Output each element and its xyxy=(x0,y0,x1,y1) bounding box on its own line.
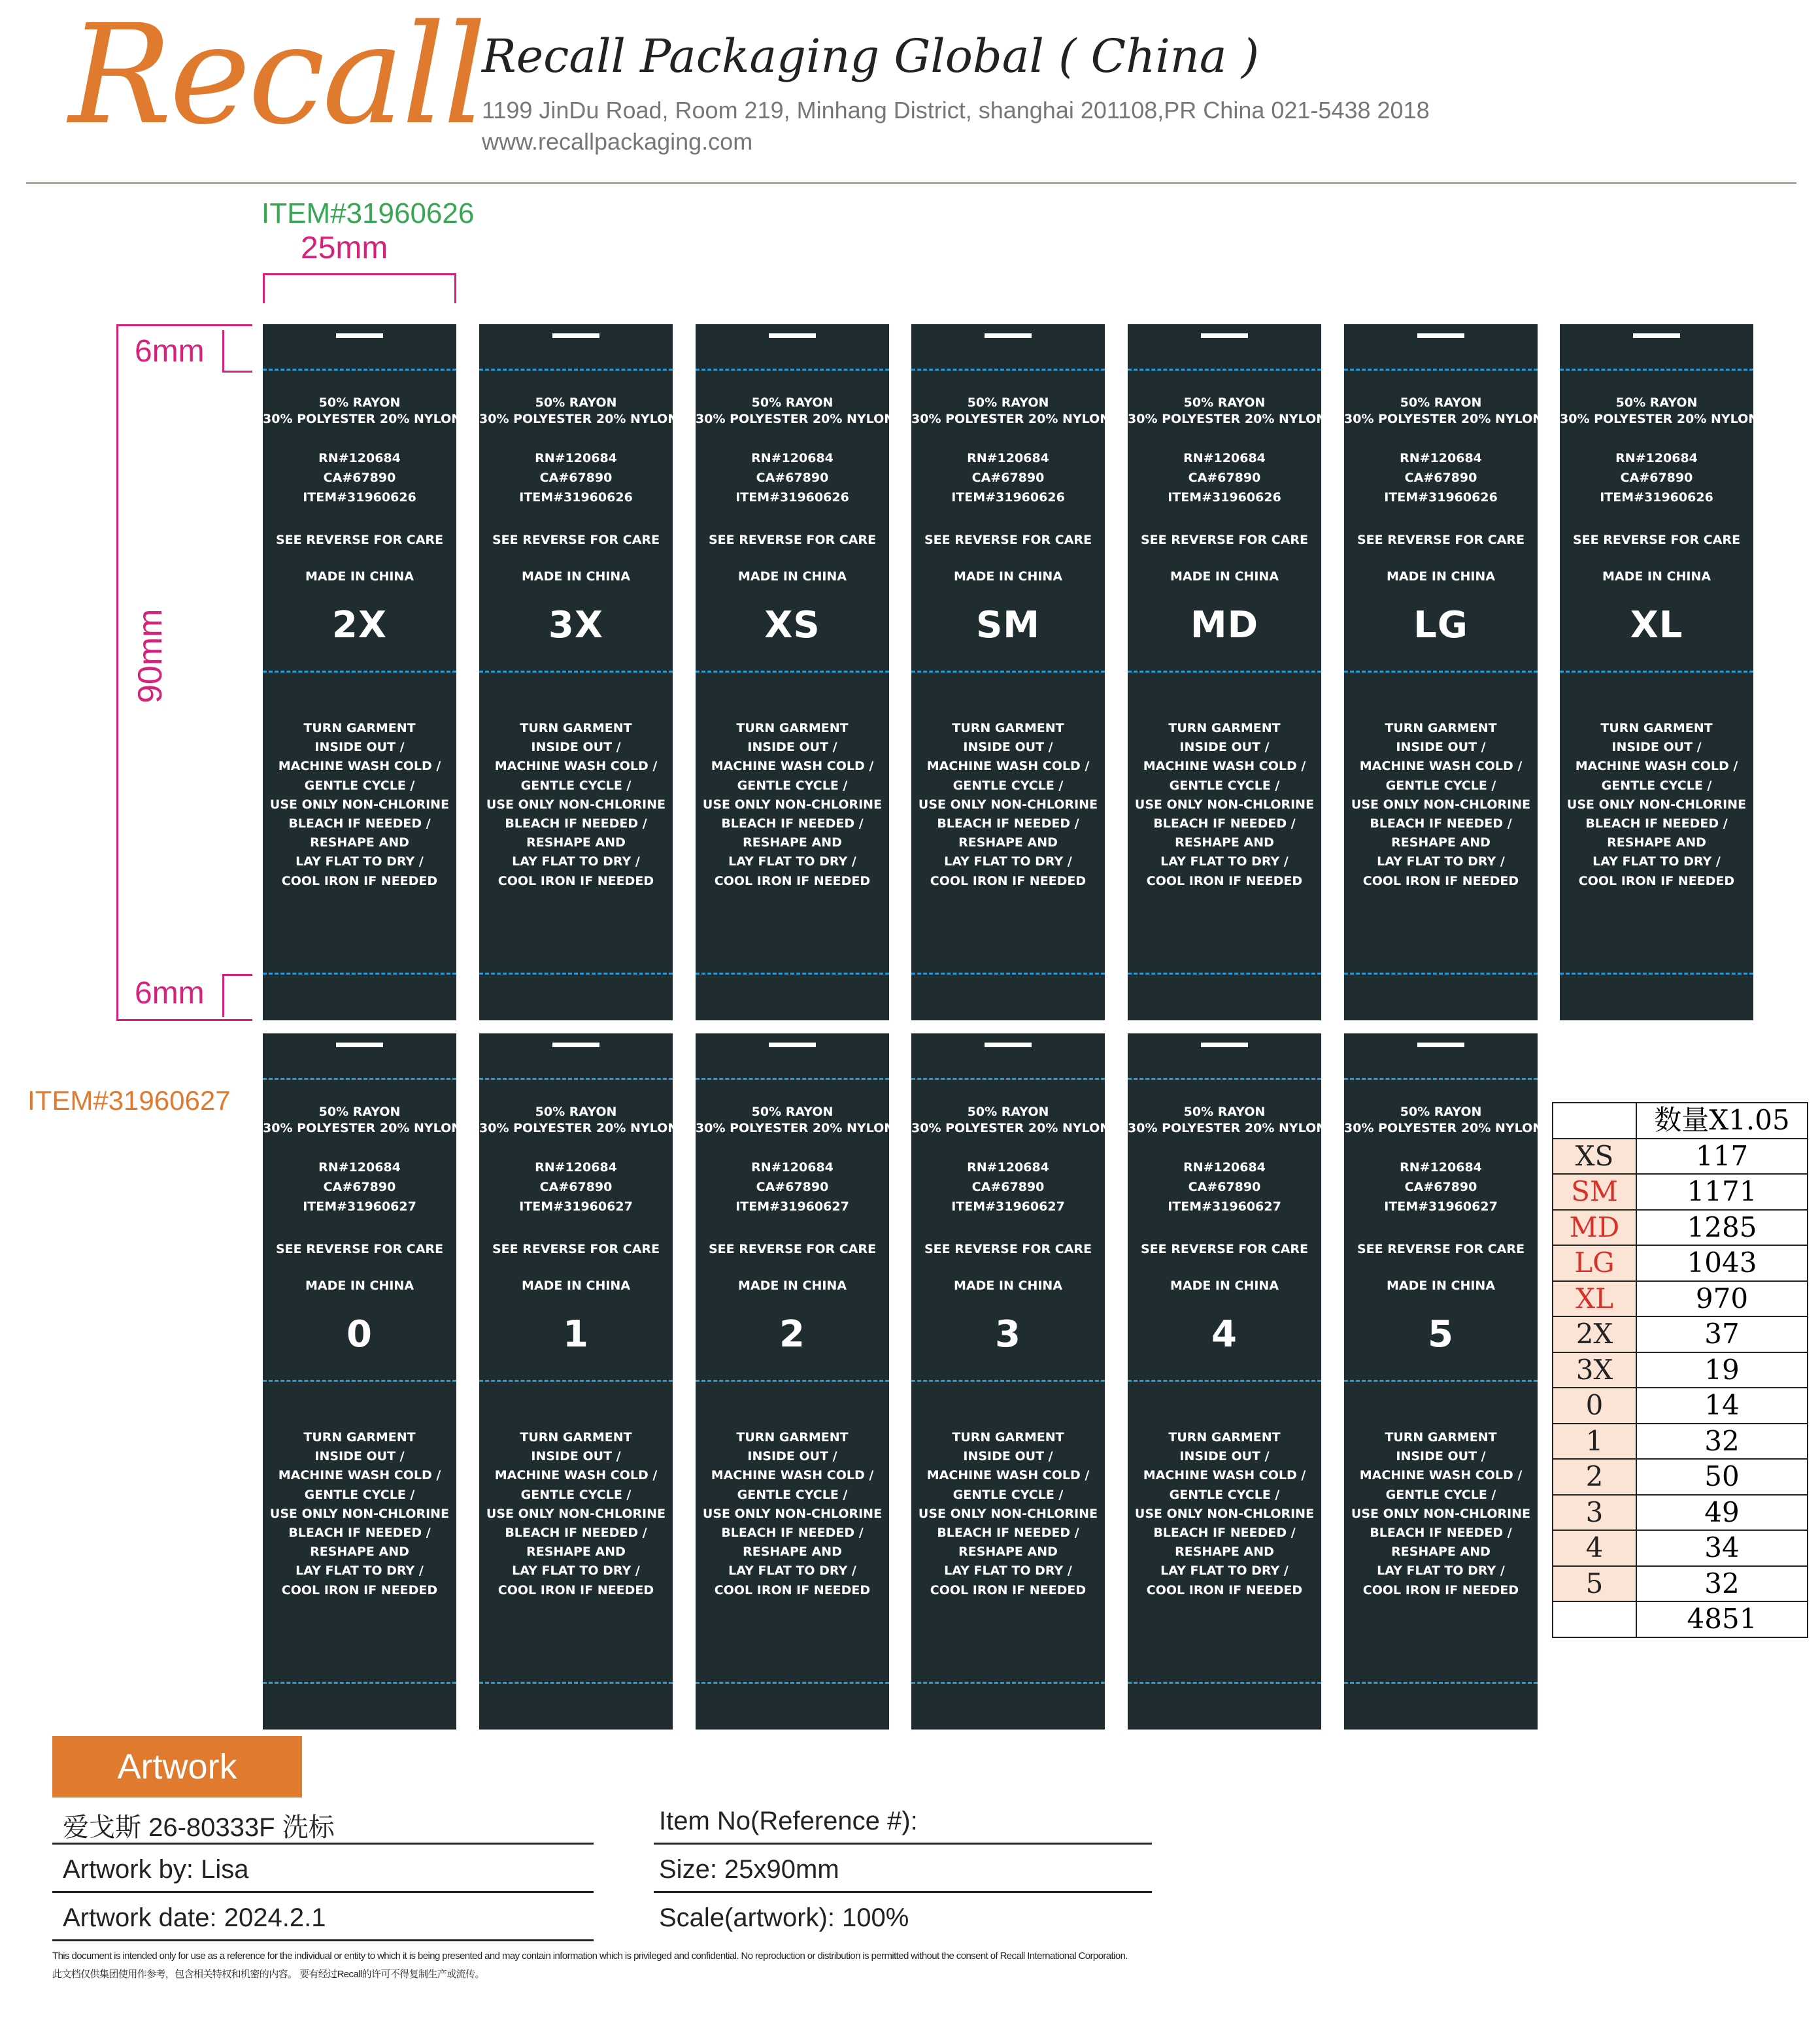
bottom-fold-line xyxy=(222,974,252,976)
artwork-by: Artwork by: Lisa xyxy=(63,1855,249,1884)
cut-line-middle xyxy=(696,1380,889,1382)
ca-number: CA#67890 xyxy=(1188,471,1261,485)
fold-line-top xyxy=(696,369,889,371)
fold-line-top xyxy=(479,369,673,371)
quantity-value-cell: 32 xyxy=(1636,1424,1808,1460)
fold-line-top xyxy=(696,1078,889,1080)
item-number: ITEM#31960627 xyxy=(1168,1199,1281,1214)
height-dimension-line xyxy=(116,324,118,1021)
quantity-size-cell: 1 xyxy=(1553,1424,1636,1460)
fold-line-bottom xyxy=(696,973,889,975)
country-of-origin: MADE IN CHINA xyxy=(521,569,631,584)
quantity-total-blank xyxy=(1553,1601,1636,1637)
size-designation: 2 xyxy=(779,1313,805,1356)
cut-line-middle xyxy=(696,671,889,673)
bottom-fold-label: 6mm xyxy=(135,976,205,1011)
see-reverse-text: SEE REVERSE FOR CARE xyxy=(1357,533,1525,547)
care-instructions: TURN GARMENT INSIDE OUT / MACHINE WASH COLD / GENTLE CYCLE / USE ONLY NON-CHLORINE BLEACH IF NEEDED / RESHAPE AND LAY FLAT TO DRY / COOL IRON IF NEEDED xyxy=(702,721,883,888)
artwork-by-underline xyxy=(52,1891,594,1893)
fiber-content-line2: 30% POLYESTER 20% NYLON xyxy=(911,412,1111,426)
quantity-table-row xyxy=(1553,1210,1808,1246)
country-of-origin: MADE IN CHINA xyxy=(737,569,847,584)
fiber-content-line2: 30% POLYESTER 20% NYLON xyxy=(1560,412,1759,426)
care-instructions: TURN GARMENT INSIDE OUT / MACHINE WASH COLD / GENTLE CYCLE / USE ONLY NON-CHLORINE BLEACH IF NEEDED / RESHAPE AND LAY FLAT TO DRY / COOL IRON IF NEEDED xyxy=(918,1430,1098,1597)
size-designation: LG xyxy=(1413,604,1468,646)
fiber-content-line2: 30% POLYESTER 20% NYLON xyxy=(696,412,895,426)
fold-line-bottom xyxy=(479,1682,673,1684)
quantity-value-cell: 50 xyxy=(1636,1459,1808,1495)
item-number: ITEM#31960627 xyxy=(519,1199,633,1214)
fold-line-bottom xyxy=(1560,973,1753,975)
fold-line-top xyxy=(911,1078,1105,1080)
country-of-origin: MADE IN CHINA xyxy=(1170,1279,1279,1293)
item-number: ITEM#31960627 xyxy=(735,1199,849,1214)
fiber-content-line1: 50% RAYON xyxy=(318,395,401,410)
quantity-value-cell: 14 xyxy=(1636,1388,1808,1424)
rn-number: RN#120684 xyxy=(535,1160,617,1175)
rn-number: RN#120684 xyxy=(535,451,617,465)
fold-line-top xyxy=(1344,369,1538,371)
artwork-title: 爱戈斯 26-80333F 洗标 xyxy=(63,1813,335,1842)
quantity-size-cell: XL xyxy=(1553,1281,1636,1317)
fiber-content-line1: 50% RAYON xyxy=(751,1105,834,1119)
size-designation: 3X xyxy=(548,604,604,646)
fold-line-top xyxy=(1560,369,1753,371)
quantity-value-cell: 1285 xyxy=(1636,1210,1808,1246)
hanger-notch xyxy=(1417,1043,1464,1047)
quantity-value-cell: 34 xyxy=(1636,1530,1808,1566)
height-bracket-top xyxy=(116,324,252,326)
rn-number: RN#120684 xyxy=(1615,451,1698,465)
quantity-table-corner xyxy=(1553,1103,1636,1139)
company-website: www.recallpackaging.com xyxy=(482,128,753,155)
see-reverse-text: SEE REVERSE FOR CARE xyxy=(1357,1242,1525,1256)
disclaimer-chinese: 此文档仅供集团使用作参考，包含相关特权和机密的内容。 要有经过Recall的许可不得复制生产或流传。 xyxy=(52,1969,484,1980)
quantity-table-row xyxy=(1553,1174,1808,1210)
fiber-content-line2: 30% POLYESTER 20% NYLON xyxy=(911,1121,1111,1135)
quantity-table-row xyxy=(1553,1459,1808,1495)
fiber-content-line1: 50% RAYON xyxy=(535,1105,617,1119)
care-label xyxy=(263,324,462,1020)
care-label xyxy=(1344,324,1543,1020)
see-reverse-text: SEE REVERSE FOR CARE xyxy=(708,533,877,547)
ca-number: CA#67890 xyxy=(1620,471,1693,485)
quantity-table-header: 数量X1.05 xyxy=(1636,1103,1808,1139)
ca-number: CA#67890 xyxy=(323,471,396,485)
artwork-size-underline xyxy=(654,1891,1152,1893)
fold-line-bottom xyxy=(911,1682,1105,1684)
quantity-table-row xyxy=(1553,1495,1808,1531)
company-address: 1199 JinDu Road, Room 219, Minhang District, shanghai 201108,PR China 021-5438 2018 xyxy=(482,97,1430,124)
see-reverse-text: SEE REVERSE FOR CARE xyxy=(492,1242,660,1256)
care-label xyxy=(696,324,895,1020)
height-dimension-label: 90mm xyxy=(131,609,169,703)
size-designation: 3 xyxy=(995,1313,1021,1356)
country-of-origin: MADE IN CHINA xyxy=(737,1279,847,1293)
header-divider xyxy=(26,182,1796,184)
care-instructions: TURN GARMENT INSIDE OUT / MACHINE WASH COLD / GENTLE CYCLE / USE ONLY NON-CHLORINE BLEACH IF NEEDED / RESHAPE AND LAY FLAT TO DRY / COOL IRON IF NEEDED xyxy=(1134,721,1315,888)
size-designation: XL xyxy=(1630,604,1683,646)
quantity-value-cell: 970 xyxy=(1636,1281,1808,1317)
fold-line-bottom xyxy=(1344,973,1538,975)
company-name: Recall Packaging Global ( China ) xyxy=(482,29,1260,83)
cut-line-middle xyxy=(1344,1380,1538,1382)
hanger-notch xyxy=(336,333,383,338)
quantity-size-cell: SM xyxy=(1553,1174,1636,1210)
quantity-size-cell: XS xyxy=(1553,1139,1636,1175)
item-number: ITEM#31960626 xyxy=(1168,490,1281,505)
hanger-notch xyxy=(336,1043,383,1047)
item-number: ITEM#31960626 xyxy=(951,490,1065,505)
care-label xyxy=(696,1033,895,1730)
care-label xyxy=(479,324,679,1020)
fold-line-bottom xyxy=(1128,973,1321,975)
hanger-notch xyxy=(985,333,1032,338)
item-number: ITEM#31960627 xyxy=(951,1199,1065,1214)
height-bracket-bottom xyxy=(116,1019,252,1021)
ca-number: CA#67890 xyxy=(971,1180,1045,1194)
quantity-total-row xyxy=(1553,1601,1808,1637)
quantity-total-value: 4851 xyxy=(1636,1601,1808,1637)
country-of-origin: MADE IN CHINA xyxy=(305,1279,414,1293)
fold-line-top xyxy=(263,369,456,371)
artwork-date: Artwork date: 2024.2.1 xyxy=(63,1903,326,1932)
see-reverse-text: SEE REVERSE FOR CARE xyxy=(275,533,444,547)
rn-number: RN#120684 xyxy=(318,451,401,465)
fiber-content-line1: 50% RAYON xyxy=(1400,395,1482,410)
see-reverse-text: SEE REVERSE FOR CARE xyxy=(275,1242,444,1256)
rn-number: RN#120684 xyxy=(751,451,834,465)
quantity-size-cell: 5 xyxy=(1553,1566,1636,1602)
cut-line-middle xyxy=(479,1380,673,1382)
country-of-origin: MADE IN CHINA xyxy=(1170,569,1279,584)
fold-line-bottom xyxy=(911,973,1105,975)
fiber-content-line2: 30% POLYESTER 20% NYLON xyxy=(479,412,679,426)
item-number: ITEM#31960627 xyxy=(303,1199,416,1214)
artwork-date-underline xyxy=(52,1939,594,1941)
fiber-content-line2: 30% POLYESTER 20% NYLON xyxy=(263,1121,462,1135)
ca-number: CA#67890 xyxy=(756,471,829,485)
fold-line-bottom xyxy=(263,973,456,975)
item-number: ITEM#31960626 xyxy=(1600,490,1713,505)
fiber-content-line2: 30% POLYESTER 20% NYLON xyxy=(1128,412,1327,426)
quantity-table-row xyxy=(1553,1424,1808,1460)
quantity-value-cell: 19 xyxy=(1636,1352,1808,1388)
quantity-value-cell: 49 xyxy=(1636,1495,1808,1531)
artwork-badge: Artwork xyxy=(52,1736,302,1798)
cut-line-middle xyxy=(911,671,1105,673)
fiber-content-line1: 50% RAYON xyxy=(1183,395,1266,410)
quantity-table-row xyxy=(1553,1530,1808,1566)
care-label xyxy=(479,1033,679,1730)
care-label xyxy=(263,1033,462,1730)
quantity-table-row xyxy=(1553,1316,1808,1352)
cut-line-middle xyxy=(1560,671,1753,673)
country-of-origin: MADE IN CHINA xyxy=(305,569,414,584)
rn-number: RN#120684 xyxy=(1183,451,1266,465)
top-fold-tick xyxy=(222,330,224,372)
see-reverse-text: SEE REVERSE FOR CARE xyxy=(1140,1242,1309,1256)
care-instructions: TURN GARMENT INSIDE OUT / MACHINE WASH COLD / GENTLE CYCLE / USE ONLY NON-CHLORINE BLEACH IF NEEDED / RESHAPE AND LAY FLAT TO DRY / COOL IRON IF NEEDED xyxy=(486,1430,666,1597)
care-instructions: TURN GARMENT INSIDE OUT / MACHINE WASH COLD / GENTLE CYCLE / USE ONLY NON-CHLORINE BLEACH IF NEEDED / RESHAPE AND LAY FLAT TO DRY / COOL IRON IF NEEDED xyxy=(702,1430,883,1597)
quantity-table-header-row xyxy=(1553,1103,1808,1139)
ca-number: CA#67890 xyxy=(323,1180,396,1194)
see-reverse-text: SEE REVERSE FOR CARE xyxy=(924,533,1092,547)
country-of-origin: MADE IN CHINA xyxy=(1602,569,1711,584)
fold-line-bottom xyxy=(479,973,673,975)
rn-number: RN#120684 xyxy=(751,1160,834,1175)
width-dimension-label: 25mm xyxy=(301,231,388,265)
cut-line-middle xyxy=(1344,671,1538,673)
artwork-title-underline xyxy=(52,1843,594,1845)
item-no-underline xyxy=(654,1843,1152,1845)
hanger-notch xyxy=(1201,333,1248,338)
fold-line-top xyxy=(263,1078,456,1080)
rn-number: RN#120684 xyxy=(1400,451,1482,465)
cut-line-middle xyxy=(1128,1380,1321,1382)
fold-line-bottom xyxy=(1128,1682,1321,1684)
quantity-value-cell: 117 xyxy=(1636,1139,1808,1175)
fiber-content-line2: 30% POLYESTER 20% NYLON xyxy=(1128,1121,1327,1135)
width-bracket xyxy=(263,273,456,303)
quantity-value-cell: 1043 xyxy=(1636,1245,1808,1281)
country-of-origin: MADE IN CHINA xyxy=(953,1279,1063,1293)
top-fold-line xyxy=(222,371,252,373)
ca-number: CA#67890 xyxy=(971,471,1045,485)
quantity-value-cell: 37 xyxy=(1636,1316,1808,1352)
fiber-content-line2: 30% POLYESTER 20% NYLON xyxy=(263,412,462,426)
hanger-notch xyxy=(1201,1043,1248,1047)
see-reverse-text: SEE REVERSE FOR CARE xyxy=(1572,533,1741,547)
see-reverse-text: SEE REVERSE FOR CARE xyxy=(708,1242,877,1256)
care-label xyxy=(911,1033,1111,1730)
see-reverse-text: SEE REVERSE FOR CARE xyxy=(492,533,660,547)
quantity-size-cell: 4 xyxy=(1553,1530,1636,1566)
quantity-size-cell: 3 xyxy=(1553,1495,1636,1531)
item-number: ITEM#31960626 xyxy=(1384,490,1498,505)
ca-number: CA#67890 xyxy=(1404,471,1477,485)
quantity-table-row xyxy=(1553,1139,1808,1175)
fold-line-top xyxy=(911,369,1105,371)
ca-number: CA#67890 xyxy=(539,1180,613,1194)
fold-line-bottom xyxy=(263,1682,456,1684)
quantity-table-row xyxy=(1553,1245,1808,1281)
hanger-notch xyxy=(769,333,816,338)
rn-number: RN#120684 xyxy=(1183,1160,1266,1175)
fiber-content-line1: 50% RAYON xyxy=(318,1105,401,1119)
fiber-content-line1: 50% RAYON xyxy=(1615,395,1698,410)
fiber-content-line1: 50% RAYON xyxy=(535,395,617,410)
item-no-reference: Item No(Reference #): xyxy=(659,1807,918,1835)
item-number: ITEM#31960627 xyxy=(1384,1199,1498,1214)
size-designation: MD xyxy=(1190,604,1259,646)
fiber-content-line1: 50% RAYON xyxy=(967,1105,1049,1119)
fiber-content-line2: 30% POLYESTER 20% NYLON xyxy=(479,1121,679,1135)
size-designation: XS xyxy=(764,604,820,646)
size-designation: 1 xyxy=(563,1313,589,1356)
cut-line-middle xyxy=(263,1380,456,1382)
care-instructions: TURN GARMENT INSIDE OUT / MACHINE WASH COLD / GENTLE CYCLE / USE ONLY NON-CHLORINE BLEACH IF NEEDED / RESHAPE AND LAY FLAT TO DRY / COOL IRON IF NEEDED xyxy=(1566,721,1747,888)
size-designation: SM xyxy=(975,604,1041,646)
quantity-value-cell: 32 xyxy=(1636,1566,1808,1602)
rn-number: RN#120684 xyxy=(967,1160,1049,1175)
cut-line-middle xyxy=(1128,671,1321,673)
care-label xyxy=(1344,1033,1543,1730)
hanger-notch xyxy=(1633,333,1680,338)
quantity-table xyxy=(1552,1102,1808,1638)
fold-line-bottom xyxy=(1344,1682,1538,1684)
rn-number: RN#120684 xyxy=(318,1160,401,1175)
care-label xyxy=(1128,1033,1327,1730)
ca-number: CA#67890 xyxy=(756,1180,829,1194)
quantity-table-row xyxy=(1553,1352,1808,1388)
item-number-row1: ITEM#31960626 xyxy=(261,197,475,229)
item-number: ITEM#31960626 xyxy=(303,490,416,505)
fiber-content-line2: 30% POLYESTER 20% NYLON xyxy=(1344,412,1543,426)
disclaimer-english: This document is intended only for use as a reference for the individual or entity to which it is being presented and may contain information which is privileged and confidential. No reproduction or distribution is permitted without the consent of Recall International Corporation. xyxy=(52,1950,1128,1962)
ca-number: CA#67890 xyxy=(1404,1180,1477,1194)
care-label xyxy=(911,324,1111,1020)
quantity-size-cell: 2X xyxy=(1553,1316,1636,1352)
see-reverse-text: SEE REVERSE FOR CARE xyxy=(924,1242,1092,1256)
rn-number: RN#120684 xyxy=(967,451,1049,465)
care-instructions: TURN GARMENT INSIDE OUT / MACHINE WASH COLD / GENTLE CYCLE / USE ONLY NON-CHLORINE BLEACH IF NEEDED / RESHAPE AND LAY FLAT TO DRY / COOL IRON IF NEEDED xyxy=(1134,1430,1315,1597)
care-label xyxy=(1128,324,1327,1020)
artwork-size: Size: 25x90mm xyxy=(659,1855,839,1884)
item-number: ITEM#31960626 xyxy=(519,490,633,505)
size-designation: 0 xyxy=(346,1313,373,1356)
care-instructions: TURN GARMENT INSIDE OUT / MACHINE WASH COLD / GENTLE CYCLE / USE ONLY NON-CHLORINE BLEACH IF NEEDED / RESHAPE AND LAY FLAT TO DRY / COOL IRON IF NEEDED xyxy=(918,721,1098,888)
size-designation: 2X xyxy=(331,604,388,646)
quantity-size-cell: 2 xyxy=(1553,1459,1636,1495)
care-label xyxy=(1560,324,1759,1020)
quantity-size-cell: MD xyxy=(1553,1210,1636,1246)
quantity-value-cell: 1171 xyxy=(1636,1174,1808,1210)
top-fold-label: 6mm xyxy=(135,334,205,369)
size-designation: 4 xyxy=(1211,1313,1238,1356)
item-number-row2: ITEM#31960627 xyxy=(27,1085,231,1116)
fiber-content-line1: 50% RAYON xyxy=(967,395,1049,410)
hanger-notch xyxy=(985,1043,1032,1047)
fold-line-bottom xyxy=(696,1682,889,1684)
fold-line-top xyxy=(1344,1078,1538,1080)
rn-number: RN#120684 xyxy=(1400,1160,1482,1175)
fiber-content-line1: 50% RAYON xyxy=(751,395,834,410)
cut-line-middle xyxy=(911,1380,1105,1382)
see-reverse-text: SEE REVERSE FOR CARE xyxy=(1140,533,1309,547)
country-of-origin: MADE IN CHINA xyxy=(521,1279,631,1293)
hanger-notch xyxy=(1417,333,1464,338)
artwork-scale: Scale(artwork): 100% xyxy=(659,1903,909,1932)
item-number: ITEM#31960626 xyxy=(735,490,849,505)
quantity-size-cell: LG xyxy=(1553,1245,1636,1281)
hanger-notch xyxy=(552,333,599,338)
care-instructions: TURN GARMENT INSIDE OUT / MACHINE WASH COLD / GENTLE CYCLE / USE ONLY NON-CHLORINE BLEACH IF NEEDED / RESHAPE AND LAY FLAT TO DRY / COOL IRON IF NEEDED xyxy=(269,1430,450,1597)
bottom-fold-tick xyxy=(222,974,224,1017)
hanger-notch xyxy=(552,1043,599,1047)
quantity-table-row xyxy=(1553,1388,1808,1424)
quantity-size-cell: 3X xyxy=(1553,1352,1636,1388)
care-instructions: TURN GARMENT INSIDE OUT / MACHINE WASH COLD / GENTLE CYCLE / USE ONLY NON-CHLORINE BLEACH IF NEEDED / RESHAPE AND LAY FLAT TO DRY / COOL IRON IF NEEDED xyxy=(1351,1430,1531,1597)
country-of-origin: MADE IN CHINA xyxy=(1386,1279,1496,1293)
care-instructions: TURN GARMENT INSIDE OUT / MACHINE WASH COLD / GENTLE CYCLE / USE ONLY NON-CHLORINE BLEACH IF NEEDED / RESHAPE AND LAY FLAT TO DRY / COOL IRON IF NEEDED xyxy=(486,721,666,888)
quantity-table-row xyxy=(1553,1566,1808,1602)
cut-line-middle xyxy=(263,671,456,673)
country-of-origin: MADE IN CHINA xyxy=(953,569,1063,584)
fiber-content-line1: 50% RAYON xyxy=(1183,1105,1266,1119)
care-instructions: TURN GARMENT INSIDE OUT / MACHINE WASH COLD / GENTLE CYCLE / USE ONLY NON-CHLORINE BLEACH IF NEEDED / RESHAPE AND LAY FLAT TO DRY / COOL IRON IF NEEDED xyxy=(269,721,450,888)
fiber-content-line1: 50% RAYON xyxy=(1400,1105,1482,1119)
country-of-origin: MADE IN CHINA xyxy=(1386,569,1496,584)
fold-line-top xyxy=(1128,1078,1321,1080)
hanger-notch xyxy=(769,1043,816,1047)
quantity-size-cell: 0 xyxy=(1553,1388,1636,1424)
fiber-content-line2: 30% POLYESTER 20% NYLON xyxy=(1344,1121,1543,1135)
size-designation: 5 xyxy=(1428,1313,1454,1356)
recall-logo: Recall xyxy=(69,0,484,155)
fiber-content-line2: 30% POLYESTER 20% NYLON xyxy=(696,1121,895,1135)
fold-line-top xyxy=(479,1078,673,1080)
cut-line-middle xyxy=(479,671,673,673)
ca-number: CA#67890 xyxy=(539,471,613,485)
ca-number: CA#67890 xyxy=(1188,1180,1261,1194)
quantity-table-row xyxy=(1553,1281,1808,1317)
care-instructions: TURN GARMENT INSIDE OUT / MACHINE WASH COLD / GENTLE CYCLE / USE ONLY NON-CHLORINE BLEACH IF NEEDED / RESHAPE AND LAY FLAT TO DRY / COOL IRON IF NEEDED xyxy=(1351,721,1531,888)
fold-line-top xyxy=(1128,369,1321,371)
